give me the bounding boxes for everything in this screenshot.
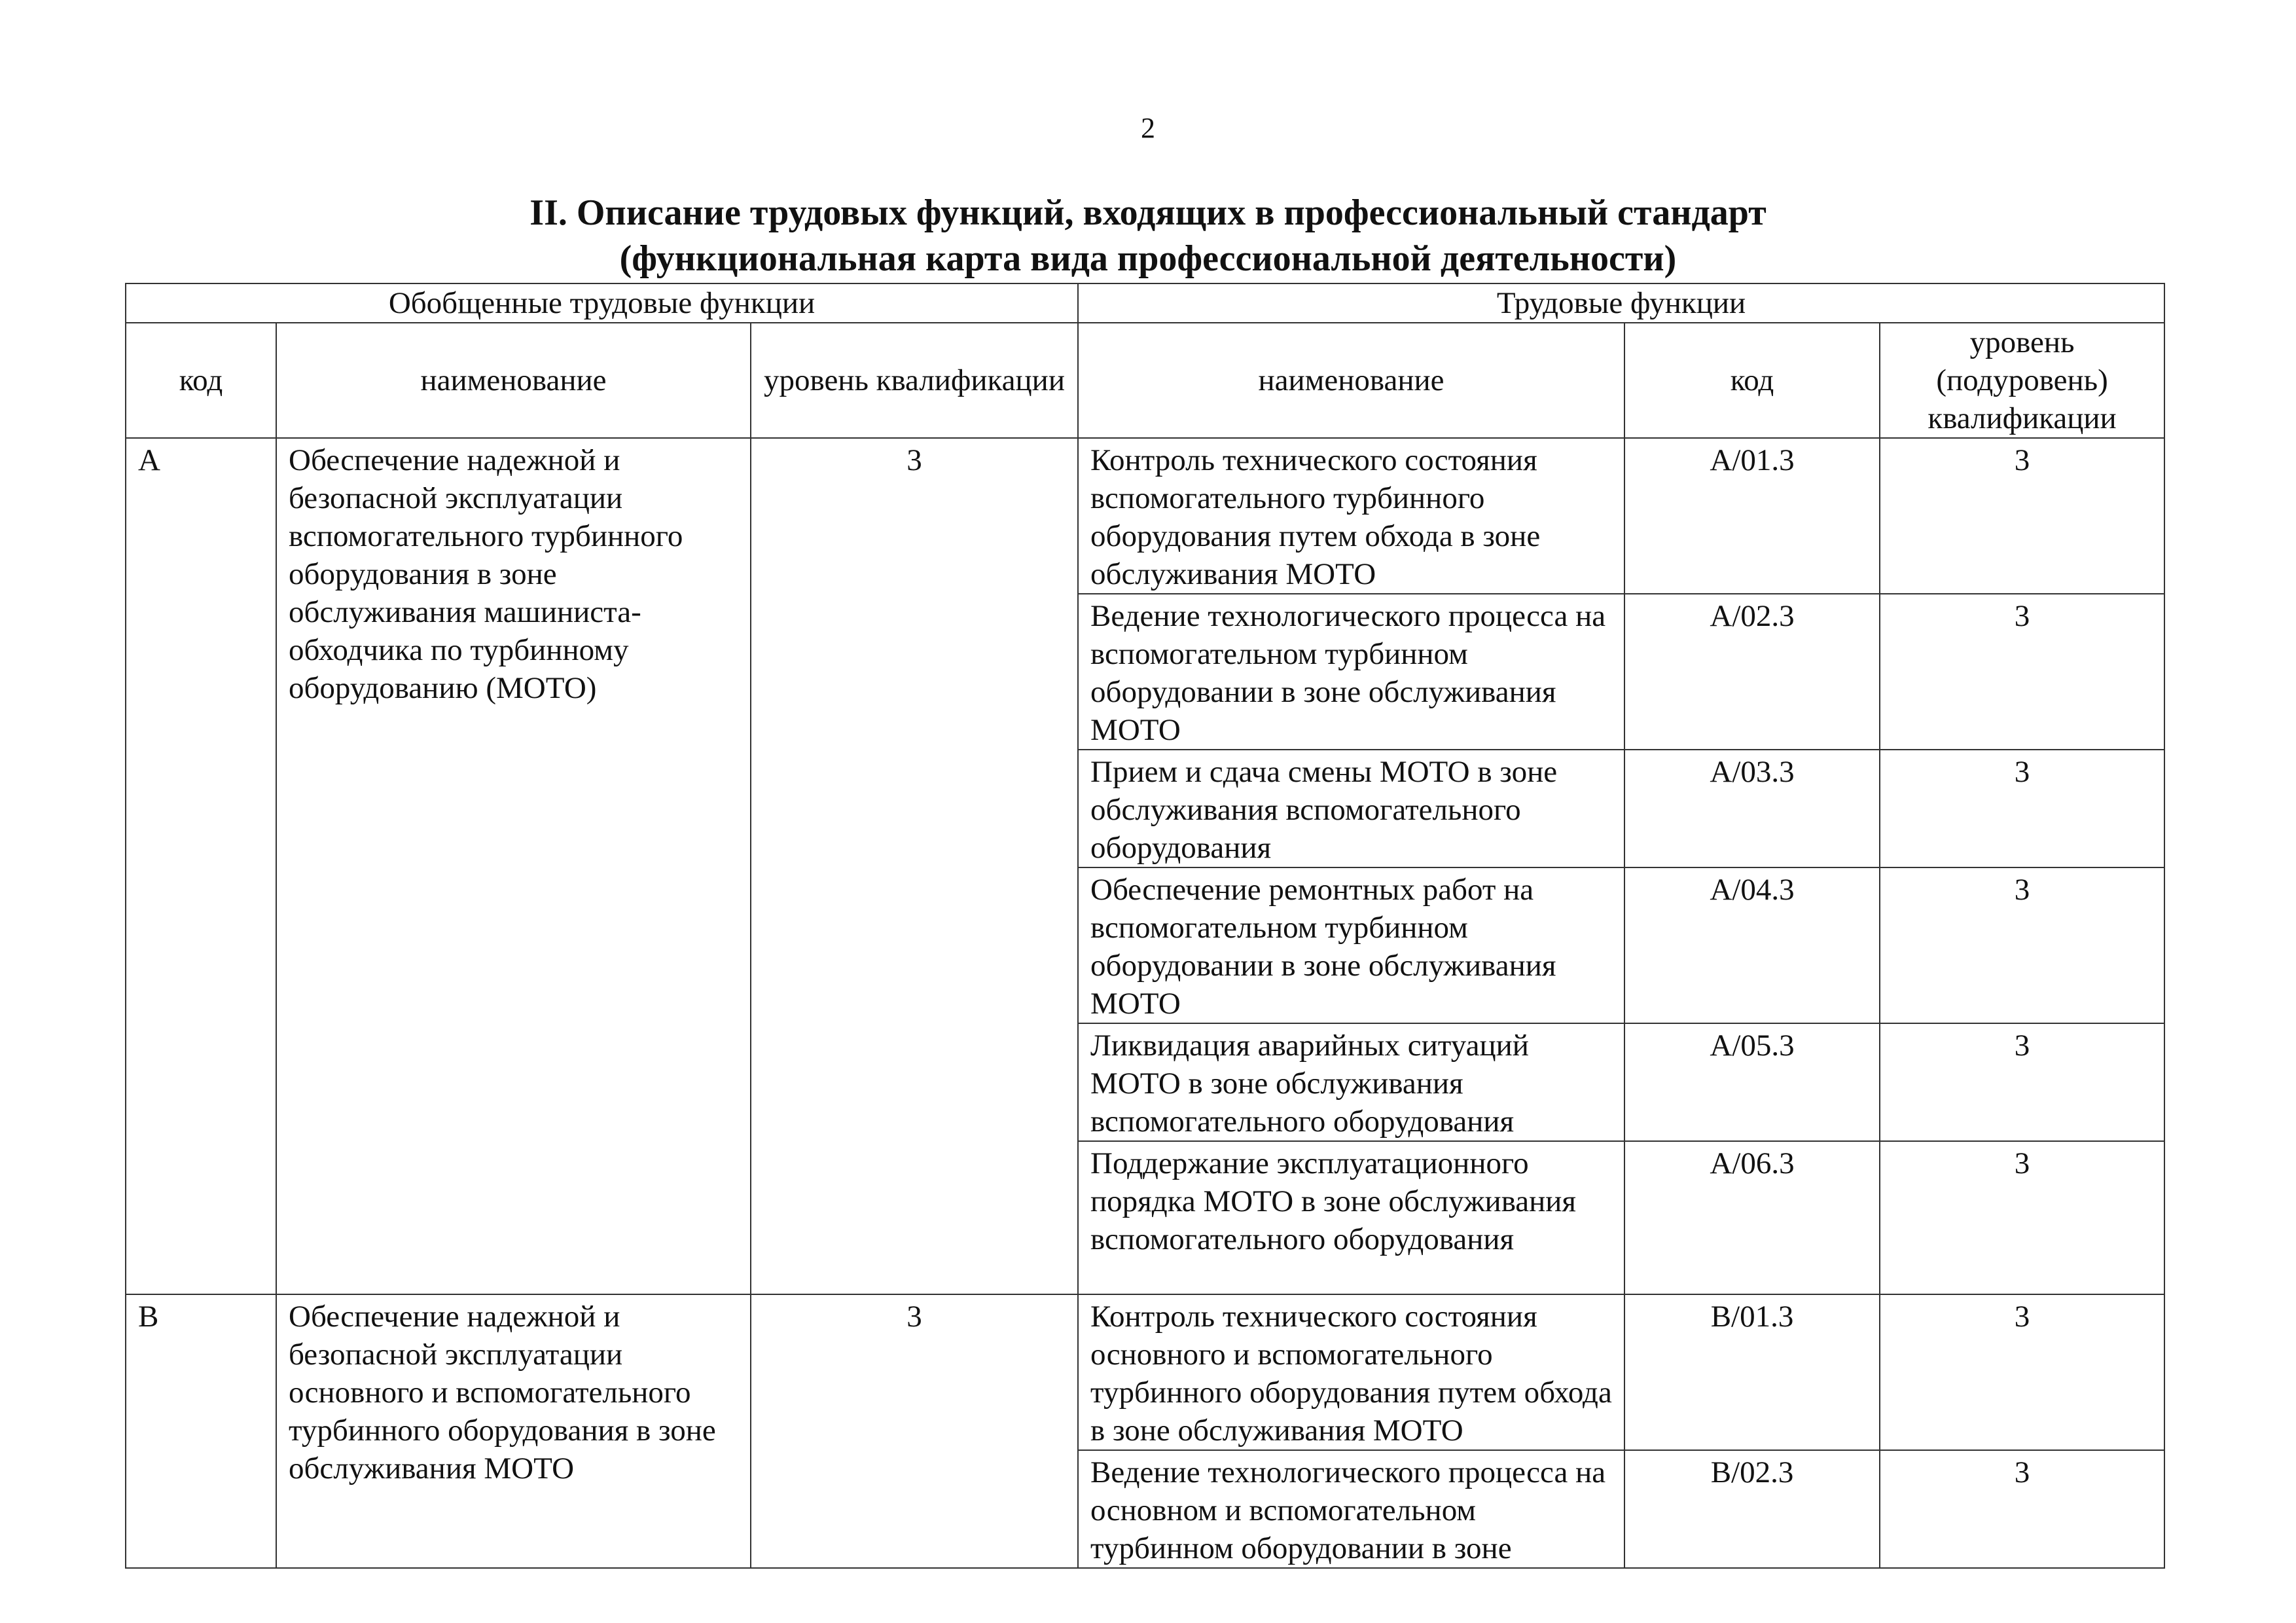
tf-level: 3	[1880, 867, 2164, 1023]
tf-name: Ликвидация аварийных ситуаций МОТО в зоне обслуживания вспомогательного оборудования	[1078, 1023, 1624, 1141]
col-tf-code: код	[1624, 323, 1880, 438]
tf-code: B/02.3	[1624, 1450, 1880, 1568]
tf-level: 3	[1880, 1294, 2164, 1450]
column-header-row	[126, 323, 2164, 438]
labor-functions-header: Трудовые функции	[1078, 283, 2164, 323]
table-row	[126, 1294, 2164, 1450]
functional-map-table	[125, 283, 2165, 1569]
gen-level-b: 3	[751, 1294, 1078, 1568]
tf-name: Прием и сдача смены МОТО в зоне обслуживания вспомогательного оборудования	[1078, 750, 1624, 867]
tf-code: A/01.3	[1624, 438, 1880, 594]
tf-level: 3	[1880, 1450, 2164, 1568]
tf-level: 3	[1880, 594, 2164, 750]
page-number: 2	[1141, 112, 1155, 144]
tf-name: Контроль технического состояния вспомогательного турбинного оборудования путем обхода в зоне обслуживания МОТО	[1078, 438, 1624, 594]
tf-name: Контроль технического состояния основного и вспомогательного турбинного оборудования путем обхода в зоне обслуживания МОТО	[1078, 1294, 1624, 1450]
tf-code: A/02.3	[1624, 594, 1880, 750]
table-row	[126, 438, 2164, 594]
generalized-functions-header: Обобщенные трудовые функции	[126, 283, 1078, 323]
tf-code: B/01.3	[1624, 1294, 1880, 1450]
col-gen-level: уровень квалификации	[751, 323, 1078, 438]
col-tf-name: наименование	[1078, 323, 1624, 438]
section-title	[0, 190, 2296, 282]
gen-code-a: A	[126, 438, 276, 1294]
col-tf-level: уровень (подуровень) квалификации	[1880, 323, 2164, 438]
col-gen-code: код	[126, 323, 276, 438]
section-title-line-1: II. Описание трудовых функций, входящих в профессиональный стандарт	[529, 192, 1767, 233]
tf-name: Ведение технологического процесса на основном и вспомогательном турбинном оборудовании в зоне	[1078, 1450, 1624, 1568]
tf-code: A/03.3	[1624, 750, 1880, 867]
gen-name-a: Обеспечение надежной и безопасной эксплуатации вспомогательного турбинного оборудования в зоне обслуживания машиниста-обходчика по турбинному оборудованию (МОТО)	[276, 438, 751, 1294]
tf-level: 3	[1880, 750, 2164, 867]
tf-level: 3	[1880, 438, 2164, 594]
tf-code: A/05.3	[1624, 1023, 1880, 1141]
tf-level: 3	[1880, 1141, 2164, 1294]
tf-code: A/04.3	[1624, 867, 1880, 1023]
tf-code: A/06.3	[1624, 1141, 1880, 1294]
tf-level: 3	[1880, 1023, 2164, 1141]
section-title-line-2: (функциональная карта вида профессиональной деятельности)	[619, 238, 1677, 279]
tf-name: Поддержание эксплуатационного порядка МОТО в зоне обслуживания вспомогательного оборудования	[1078, 1141, 1624, 1294]
tf-name: Ведение технологического процесса на вспомогательном турбинном оборудовании в зоне обслуживания МОТО	[1078, 594, 1624, 750]
gen-code-b: B	[126, 1294, 276, 1568]
tf-name: Обеспечение ремонтных работ на вспомогательном турбинном оборудовании в зоне обслуживания МОТО	[1078, 867, 1624, 1023]
gen-level-a: 3	[751, 438, 1078, 1294]
gen-name-b: Обеспечение надежной и безопасной эксплуатации основного и вспомогательного турбинного оборудования в зоне обслуживания МОТО	[276, 1294, 751, 1568]
group-header-row	[126, 283, 2164, 323]
col-gen-name: наименование	[276, 323, 751, 438]
